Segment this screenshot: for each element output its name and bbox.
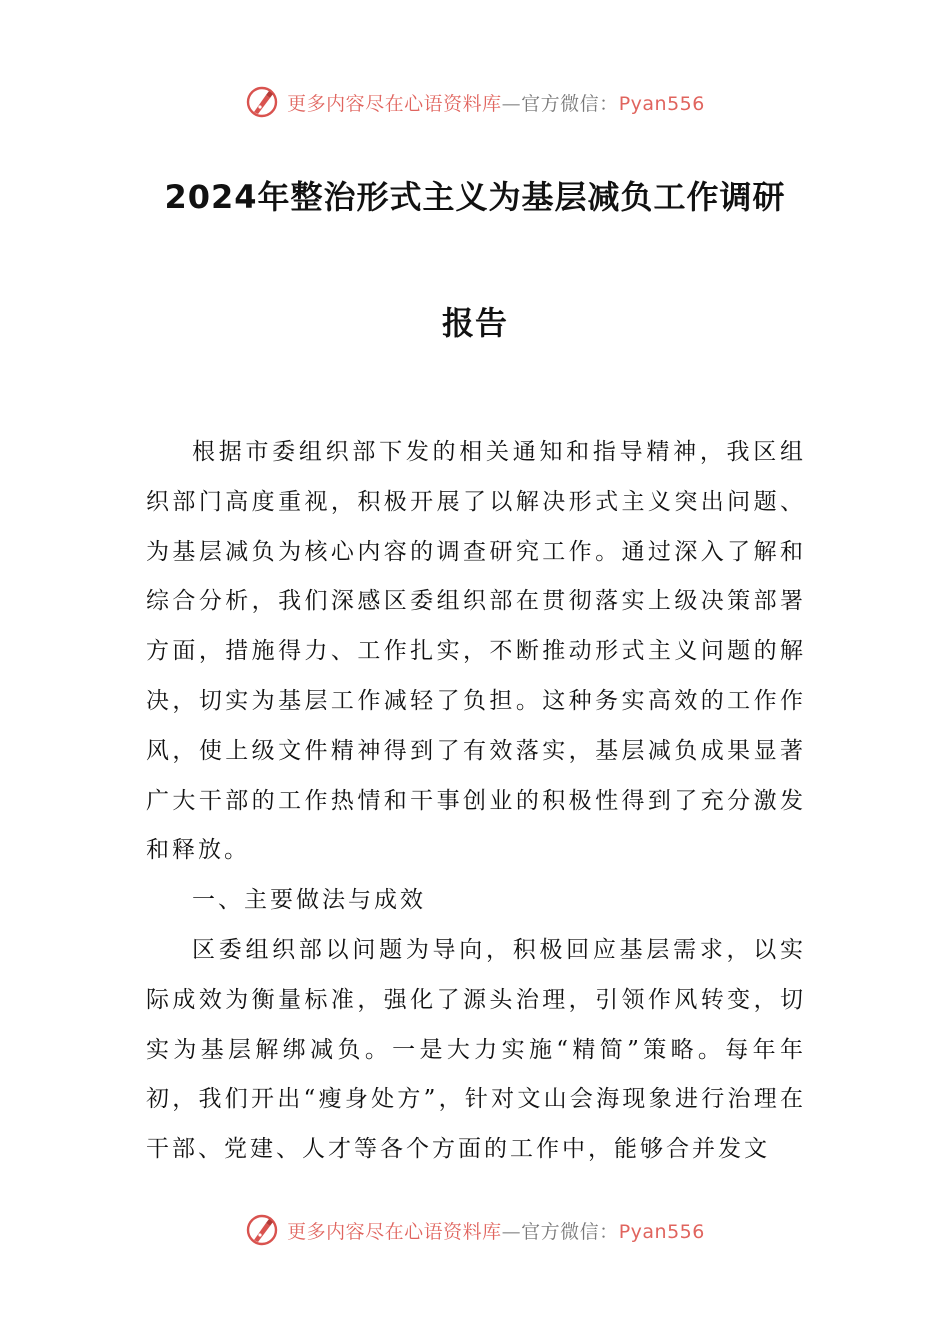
watermark-header bbox=[0, 82, 950, 122]
section-heading-1: 一、主要做法与成效 bbox=[192, 887, 426, 914]
watermark-wechat-id: Pyan556 bbox=[618, 92, 705, 115]
watermark-text bbox=[287, 1217, 705, 1244]
watermark-dash: — bbox=[501, 1220, 522, 1243]
paragraph-intro: 根据市委组织部下发的相关通知和指导精神，我区组织部门高度重视，积极开展了以解决形式主义突出问题、为基层减负为核心内容的调查研究工作。通过深入了解和综合分析，我们深感区委组织部在贯彻落实上级决策部署方面，措施得力、工作扎实，不断推动形式主义问题的解决，切实为基层工作减轻了负担。这种务实高效的工作作风，使上级文件精神得到了有效落实，基层减负成果显著广大干部的工作热情和干事创业的积极性得到了充分激发和释放。 bbox=[146, 439, 806, 864]
watermark-slogan: 更多内容尽在心语资料库 bbox=[287, 92, 502, 115]
document-title-line1: 2024年整治形式主义为基层减负工作调研 bbox=[164, 178, 786, 216]
pen-nib-logo-icon bbox=[245, 1213, 279, 1247]
watermark-official-label: 官方微信： bbox=[521, 92, 619, 115]
document-title-line2: 报告 bbox=[441, 304, 508, 342]
watermark-dash: — bbox=[501, 92, 522, 115]
watermark-slogan: 更多内容尽在心语资料库 bbox=[287, 1220, 502, 1243]
pen-nib-logo-icon bbox=[245, 85, 279, 119]
watermark-official-label: 官方微信： bbox=[521, 1220, 619, 1243]
watermark-footer bbox=[0, 1210, 950, 1250]
watermark-wechat-id: Pyan556 bbox=[618, 1220, 705, 1243]
watermark-text bbox=[287, 89, 705, 116]
document-body bbox=[146, 428, 806, 1175]
paragraph-section1: 区委组织部以问题为导向，积极回应基层需求，以实际成效为衡量标准，强化了源头治理，引领作风转变，切实为基层解绑减负。一是大力实施“精简”策略。每年年初，我们开出“瘦身处方”，针对文山会海现象进行治理在干部、党建、人才等各个方面的工作中，能够合并发文 bbox=[146, 936, 806, 1163]
